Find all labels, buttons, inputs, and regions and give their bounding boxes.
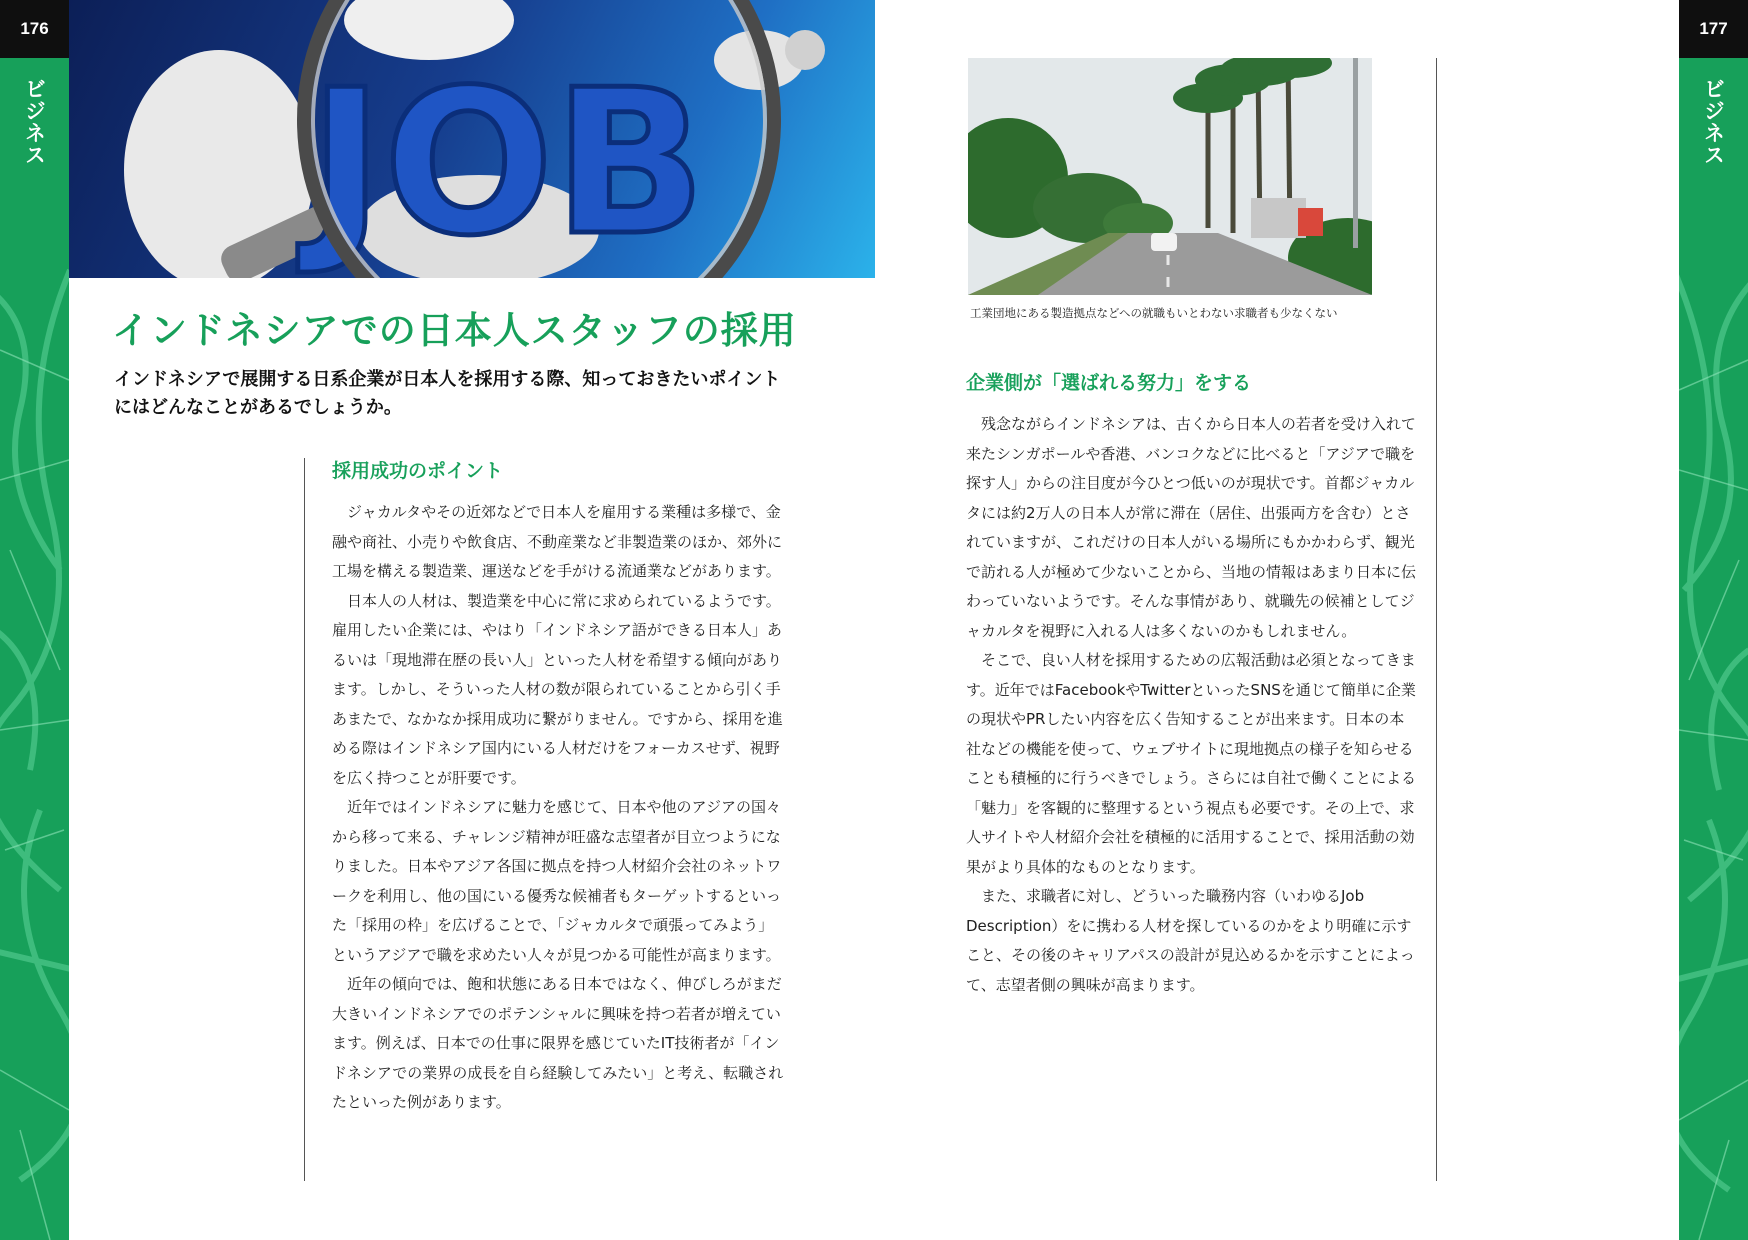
section2-paragraph: また、求職者に対し、どういった職務内容（いわゆるJob Description）をに携わる人材を探しているのかをより明確に示すこと、その後のキャリアパスの設計が見込めるかを示すことによって、志望者側の興味が高まります。 <box>966 887 1415 994</box>
section1-paragraph: 日本人の人材は、製造業を中心に常に求められているようです。雇用したい企業には、やはり「インドネシア語ができる日本人」あるいは「現地滞在歴の長い人」といった人材を希望する傾向があります。しかし、そういった人材の数が限られていることから引く手あまたで、なかなか採用成功に繋がりません。ですから、採用を進める際はインドネシア国内にいる人材だけをフォーカスせず、視野を広く持つことが肝要です。 <box>332 591 783 787</box>
job-hero-image <box>69 0 875 278</box>
left-page-number: 176 <box>0 0 69 58</box>
job-illustration <box>69 0 875 278</box>
hero-job-text: JOB <box>309 47 706 278</box>
section1-heading: 採用成功のポイント <box>332 460 504 482</box>
section1-paragraph: 近年の傾向では、飽和状態にある日本ではなく、伸びしろがまだ大きいインドネシアでのポテンシャルに興味を持つ若者が増えています。例えば、日本での仕事に限界を感じていたIT技術者が「インドネシアでの業界の成長を自ら経験してみたい」と考え、転職されたといった例があります。 <box>332 975 784 1111</box>
road-photo-illustration <box>968 58 1372 295</box>
section-effort-to-be-chosen <box>966 370 1418 1000</box>
right-section-label-text: ビジネス <box>1701 78 1726 166</box>
left-section-label-text: ビジネス <box>22 78 47 166</box>
left-section-label <box>0 78 69 166</box>
right-page-number: 177 <box>1679 0 1748 58</box>
industrial-road-photo <box>968 58 1372 295</box>
section2-paragraph: 残念ながらインドネシアは、古くから日本人の若者を受け入れて来たシンガポールや香港、バンコクなどに比べると「アジアで職を探す人」からの注目度が今ひとつ低いのが現状です。首都ジャカルタには約2万人の日本人が常に滞在（居住、出張両方を含む）とされていますが、これだけの日本人がいる場所にもかかわらず、観光で訪れる人が極めて少ないことから、当地の情報はあまり日本に伝わっていないようです。そんな事情があり、就職先の候補としてジャカルタを視野に入れる人は多くないのかもしれません。 <box>966 415 1417 640</box>
right-column-rule <box>1436 58 1437 1181</box>
section1-paragraph: ジャカルタやその近郊などで日本人を雇用する業種は多様で、金融や商社、小売りや飲食店、不動産業など非製造業のほか、郊外に工場を構える製造業、運送などを手がける流通業などがあります。 <box>332 503 783 580</box>
left-column-rule <box>304 458 305 1181</box>
right-section-label <box>1679 78 1748 166</box>
section-recruiting-success <box>332 458 784 1118</box>
left-map-pattern <box>0 250 69 1240</box>
article-title: インドネシアでの日本人スタッフの採用 <box>112 309 797 352</box>
right-map-pattern <box>1679 250 1748 1240</box>
left-side-tab <box>0 0 69 1240</box>
right-side-tab <box>1679 0 1748 1240</box>
article-lead: インドネシアで展開する日系企業が日本人を採用する際、知っておきたいポイントにはどんなことがあるでしょうか。 <box>114 369 781 418</box>
photo-caption: 工業団地にある製造拠点などへの就職もいとわない求職者も少なくない <box>970 306 1338 320</box>
section2-heading: 企業側が「選ばれる努力」をする <box>966 372 1252 394</box>
section2-paragraph: そこで、良い人材を採用するための広報活動は必須となってきます。近年ではFacebookやTwitterといったSNSを通じて簡単に企業の現状やPRしたい内容を広く告知することが出来ます。日本の本社などの機能を使って、ウェブサイトに現地拠点の様子を知らせることも積極的に行うべきでしょう。さらには自社で働くことによる「魅力」を客観的に整理するという視点も必要です。その上で、求人サイトや人材紹介会社を積極的に活用することで、採用活動の効果がより具体的なものとなります。 <box>966 651 1417 876</box>
section1-paragraph: 近年ではインドネシアに魅力を感じて、日本や他のアジアの国々から移って来る、チャレンジ精神が旺盛な志望者が目立つようになりました。日本やアジア各国に拠点を持つ人材紹介会社のネットワークを利用し、他の国にいる優秀な候補者もターゲットするといった「採用の枠」を広げることで、「ジャカルタで頑張ってみよう」というアジアで職を求めたい人々が見つかる可能性が高まります。 <box>332 798 782 964</box>
